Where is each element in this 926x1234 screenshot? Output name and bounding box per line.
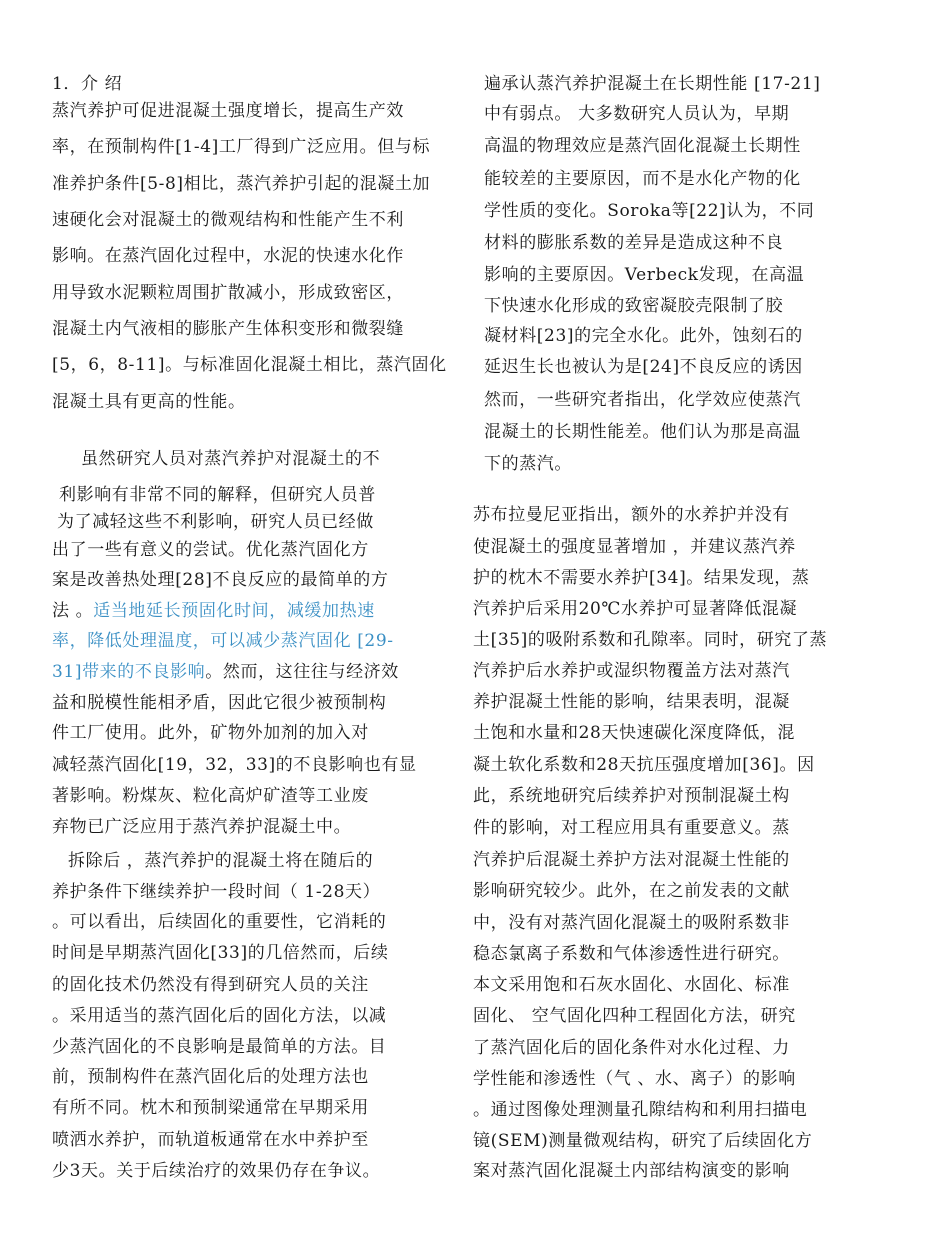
- text-line: 下快速水化形成的致密凝胶壳限制了胶: [484, 296, 784, 316]
- text-line: 虽然研究人员对蒸汽养护对混凝土的不: [81, 449, 381, 469]
- section-heading: 1．介 绍: [52, 74, 123, 94]
- text-line: 镜(SEM)测量微观结构，研究了后续固化方: [473, 1131, 813, 1151]
- text-line: [5，6，8-11]。与标准固化混凝土相比，蒸汽固化: [52, 355, 447, 375]
- text-line: 前，预制构件在蒸汽固化后的处理方法也: [52, 1067, 369, 1087]
- text-line: 稳态氯离子系数和气体渗透性进行研究。: [473, 944, 790, 964]
- text-line: 中有弱点。 大多数研究人员认为，早期: [484, 104, 790, 124]
- text-line: 准养护条件[5-8]相比，蒸汽养护引起的混凝土加: [52, 174, 431, 194]
- text-line: 减轻蒸汽固化[19，32，33]的不良影响也有显: [52, 755, 417, 775]
- text-line: 用导致水泥颗粒周围扩散减小，形成致密区，: [52, 283, 404, 303]
- text-line: 利影响有非常不同的解释，但研究人员普: [59, 485, 376, 505]
- text-line: 延迟生长也被认为是[24]不良反应的诱因: [484, 357, 803, 377]
- text-line: 本文采用饱和石灰水固化、水固化、标准: [473, 975, 790, 995]
- text-line: 影响研究较少。此外，在之前发表的文献: [473, 881, 790, 901]
- text-line: 案是改善热处理[28]不良反应的最简单的方: [52, 570, 389, 590]
- text-line: 蒸汽养护可促进混凝土强度增长，提高生产效: [52, 101, 404, 121]
- text-line: 著影响。粉煤灰、粒化高炉矿渣等工业废: [52, 786, 369, 806]
- text-line: 的固化技术仍然没有得到研究人员的关注: [52, 975, 369, 995]
- text-line: [52, 662, 399, 682]
- text-line: 。通过图像处理测量孔隙结构和利用扫描电: [473, 1100, 808, 1120]
- text-line: 然而，一些研究者指出，化学效应使蒸汽: [484, 390, 801, 410]
- text-line: 中，没有对蒸汽固化混凝土的吸附系数非: [473, 913, 790, 933]
- text-line: 汽养护后水养护或湿织物覆盖方法对蒸汽: [473, 661, 790, 681]
- text-line: 出了一些有意义的尝试。优化蒸汽固化方: [52, 540, 369, 560]
- text-line: 时间是早期蒸汽固化[33]的几倍然而，后续: [52, 943, 389, 963]
- text-line: 影响。在蒸汽固化过程中，水泥的快速水化作: [52, 246, 404, 266]
- text-line: 喷洒水养护，而轨道板通常在水中养护至: [52, 1130, 369, 1150]
- text-line: 速硬化会对混凝土的微观结构和性能产生不利: [52, 210, 404, 230]
- text-line: 凝材料[23]的完全水化。此外，蚀刻石的: [484, 326, 803, 346]
- text-line: 。可以看出，后续固化的重要性，它消耗的: [52, 912, 387, 932]
- text-line: 学性能和渗透性（气 、水、离子）的影响: [473, 1069, 796, 1089]
- text-line: 拆除后 ，蒸汽养护的混凝土将在随后的: [68, 851, 374, 871]
- text-line: 弃物已广泛应用于蒸汽养护混凝土中。: [52, 817, 352, 837]
- text-line: 汽养护后混凝土养护方法对混凝土性能的: [473, 850, 790, 870]
- text-fragment: 法 。: [52, 601, 94, 621]
- text-line: 此，系统地研究后续养护对预制混凝土构: [473, 786, 790, 806]
- highlighted-text: 率，降低处理温度，可以减少蒸汽固化 [29-: [52, 631, 394, 651]
- text-line: 土饱和水量和28天快速碳化深度降低，混: [473, 723, 796, 743]
- text-line: 能较差的主要原因，而不是水化产物的化: [484, 169, 801, 189]
- text-line: 混凝土的长期性能差。他们认为那是高温: [484, 422, 801, 442]
- text-line: 了蒸汽固化后的固化条件对水化过程、力: [473, 1038, 790, 1058]
- text-line: 件工厂使用。此外，矿物外加剂的加入对: [52, 723, 369, 743]
- text-line: 案对蒸汽固化混凝土内部结构演变的影响: [473, 1161, 790, 1181]
- text-line: 混凝土具有更高的性能。: [52, 392, 246, 412]
- text-line: 高温的物理效应是蒸汽固化混凝土长期性: [484, 136, 801, 156]
- text-line: 土[35]的吸附系数和孔隙率。同时，研究了蒸: [473, 630, 828, 650]
- text-line: 苏布拉曼尼亚指出，额外的水养护并没有: [473, 505, 790, 525]
- text-line: 固化、 空气固化四种工程固化方法，研究: [473, 1006, 796, 1026]
- text-line: 率，在预制构件[1-4]工厂得到广泛应用。但与标: [52, 137, 431, 157]
- text-line: 混凝土内气液相的膨胀产生体积变形和微裂缝: [52, 319, 404, 339]
- text-line: 凝土软化系数和28天抗压强度增加[36]。因: [473, 755, 815, 775]
- text-line: [52, 601, 375, 621]
- text-line: 。采用适当的蒸汽固化后的固化方法，以减: [52, 1006, 387, 1026]
- text-line: 为了减轻这些不利影响，研究人员已经做: [57, 512, 374, 532]
- text-line: 益和脱模性能相矛盾，因此它很少被预制构: [52, 693, 387, 713]
- text-line: 养护混凝土性能的影响，结果表明，混凝: [473, 692, 790, 712]
- text-line: 下的蒸汽。: [484, 454, 572, 474]
- text-line: 护的枕木不需要水养护[34]。结果发现，蒸: [473, 568, 810, 588]
- text-line: 养护条件下继续养护一段时间（ 1-28天）: [52, 882, 381, 902]
- highlighted-text: 适当地延长预固化时间，减缓加热速: [93, 601, 375, 621]
- text-line: 件的影响，对工程应用具有重要意义。蒸: [473, 818, 790, 838]
- text-line: 有所不同。枕木和预制梁通常在早期采用: [52, 1098, 369, 1118]
- text-line: 学性质的变化。Soroka等[22]认为，不同: [484, 201, 815, 221]
- text-line: 汽养护后采用20℃水养护可显著降低混凝: [473, 599, 798, 619]
- text-line: 少3天。关于后续治疗的效果仍存在争议。: [52, 1161, 381, 1181]
- text-line: 遍承认蒸汽养护混凝土在长期性能 [17-21]: [484, 74, 821, 94]
- highlighted-text: 31]带来的不良影响: [52, 662, 206, 682]
- text-line: 使混凝土的强度显著增加 ，并建议蒸汽养: [473, 537, 796, 557]
- text-line: 少蒸汽固化的不良影响是最简单的方法。目: [52, 1037, 387, 1057]
- text-line: 影响的主要原因。Verbeck发现，在高温: [484, 265, 805, 285]
- text-fragment: 。然而，这往往与经济效: [205, 662, 399, 682]
- text-line: 材料的膨胀系数的差异是造成这种不良: [484, 233, 784, 253]
